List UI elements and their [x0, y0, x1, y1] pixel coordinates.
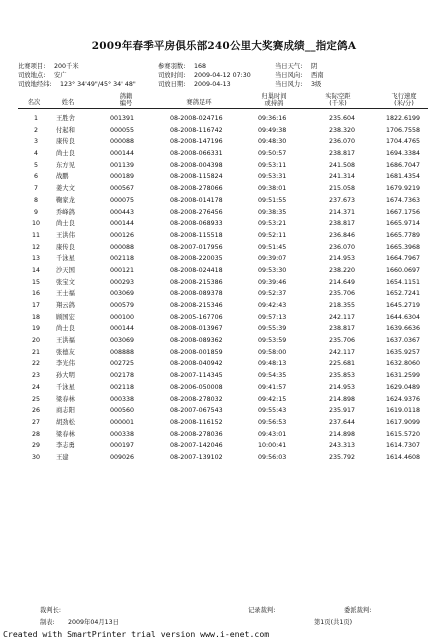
- event-label: 比赛项目:: [18, 63, 46, 70]
- cell-name: 张德友: [56, 348, 75, 356]
- cell-rank: 21: [31, 348, 40, 356]
- cell-distance: 235.706: [328, 290, 355, 298]
- table-row: [0, 242, 448, 254]
- cell-rank: 6: [33, 173, 38, 181]
- wind-dir-label: 当日风向:: [275, 72, 303, 79]
- table-row: [0, 183, 448, 195]
- release-time-label: 司放时间:: [158, 72, 186, 79]
- cell-number: 003069: [110, 337, 135, 345]
- entries-label: 参赛羽数:: [158, 63, 186, 70]
- coords-label: 司放地经纬:: [18, 81, 52, 88]
- cell-name: 商志阳: [56, 407, 75, 415]
- cell-distance: 241.508: [328, 161, 355, 169]
- cell-distance: 225.681: [328, 360, 355, 368]
- cell-ring: 08-2008-215386: [170, 278, 223, 286]
- table-row: [0, 370, 448, 382]
- cell-distance: 238.817: [328, 220, 355, 228]
- cell-time: 09:58:00: [258, 348, 287, 356]
- cell-name: 王胜舍: [56, 115, 75, 122]
- header-distance: 实际空距 (千米): [325, 93, 351, 107]
- cell-time: 09:42:15: [258, 395, 287, 403]
- cell-rank: 4: [33, 150, 38, 158]
- cell-number: 001391: [110, 115, 135, 122]
- cell-name: 战鹏: [56, 173, 69, 181]
- cell-distance: 214.953: [328, 255, 355, 263]
- cell-ring: 08-2007-114345: [170, 372, 223, 380]
- table-row: [0, 230, 448, 242]
- cell-name: 王洪福: [56, 337, 75, 345]
- cell-ring: 08-2007-017956: [170, 243, 223, 251]
- cell-distance: 236.070: [328, 243, 355, 251]
- info-col-1: [18, 61, 136, 88]
- cell-ring: 08-2005-167706: [170, 313, 223, 321]
- weather-label: 当日天气:: [275, 63, 303, 70]
- recorder-label: 记录裁判:: [248, 607, 276, 614]
- table-row: [0, 288, 448, 300]
- cell-name: 梁春林: [56, 395, 75, 403]
- cell-time: 09:43:01: [258, 430, 287, 438]
- cell-rank: 11: [31, 231, 40, 239]
- cell-number: 000197: [110, 442, 135, 450]
- cell-distance: 237.673: [328, 196, 355, 204]
- cell-number: 009026: [110, 453, 135, 461]
- cell-distance: 238.320: [328, 126, 355, 134]
- table-row: [0, 452, 448, 464]
- cell-rank: 19: [31, 325, 40, 333]
- cell-name: 张宝文: [56, 278, 75, 286]
- cell-speed: 1631.2599: [385, 372, 420, 380]
- cell-time: 09:38:01: [258, 185, 287, 193]
- cell-speed: 1645.2719: [385, 302, 420, 309]
- header-ring: 赛鸽足环: [186, 99, 212, 106]
- cell-ring: 08-2008-278036: [170, 430, 223, 438]
- cell-number: 003069: [110, 290, 135, 298]
- cell-name: 孙大明: [56, 372, 75, 380]
- cell-distance: 214.898: [328, 395, 355, 403]
- cell-name: 康传良: [56, 243, 75, 251]
- cell-distance: 235.792: [328, 453, 355, 461]
- cell-ring: 08-2007-142046: [170, 442, 223, 450]
- cell-distance: 243.313: [328, 442, 355, 450]
- cell-rank: 15: [31, 278, 40, 286]
- cell-time: 09:39:46: [258, 278, 287, 286]
- cell-ring: 08-2008-024418: [170, 266, 223, 274]
- cell-ring: 08-2006-050008: [170, 383, 223, 391]
- info-col-3: [275, 61, 324, 88]
- page-indicator: 第1页(共1页): [314, 619, 353, 626]
- cell-speed: 1694.3384: [385, 150, 420, 158]
- cell-time: 09:57:13: [258, 313, 287, 321]
- cell-time: 09:55:43: [258, 407, 287, 415]
- cell-time: 09:56:03: [258, 453, 287, 461]
- cell-rank: 27: [31, 418, 40, 426]
- cell-number: 000560: [110, 407, 135, 415]
- cell-speed: 1639.6636: [385, 325, 420, 333]
- cell-speed: 1624.9376: [385, 395, 420, 403]
- cell-speed: 1637.0367: [385, 337, 420, 345]
- cell-time: 09:36:16: [258, 115, 287, 122]
- cell-name: 沙天国: [56, 266, 75, 274]
- cell-number: 002178: [110, 372, 135, 380]
- cell-distance: 215.058: [328, 185, 355, 193]
- cell-ring: 08-2008-089378: [170, 290, 223, 298]
- cell-name: 胡劲松: [56, 418, 75, 426]
- table-row: [0, 265, 448, 277]
- cell-name: 尚士良: [56, 150, 75, 158]
- cell-number: 000100: [110, 313, 135, 321]
- cell-ring: 08-2008-115824: [170, 173, 223, 181]
- cell-distance: 238.220: [328, 266, 355, 274]
- cell-number: 000144: [110, 325, 135, 333]
- cell-name: 顾国宏: [56, 313, 75, 321]
- wind-force-label: 当日风力:: [275, 81, 303, 88]
- cell-rank: 5: [33, 161, 38, 169]
- release-place-label: 司放地点:: [18, 72, 46, 79]
- cell-speed: 1632.8060: [385, 360, 420, 368]
- page-title: 2009年春季平房俱乐部240公里大奖赛成绩__指定鸽A: [91, 40, 357, 52]
- cell-number: 000338: [110, 430, 135, 438]
- cell-rank: 3: [33, 138, 38, 146]
- table-row: [0, 382, 448, 394]
- cell-rank: 24: [31, 383, 40, 391]
- header-number: 鸽籍 编号: [119, 93, 133, 107]
- cell-number: 000443: [110, 208, 135, 216]
- results-table: [0, 113, 448, 464]
- cell-ring: 08-2008-089362: [170, 337, 223, 345]
- cell-number: 000338: [110, 395, 135, 403]
- cell-ring: 08-2008-004398: [170, 161, 223, 169]
- cell-distance: 235.917: [328, 407, 355, 415]
- cell-number: 002118: [110, 255, 135, 263]
- cell-ring: 08-2008-278032: [170, 395, 223, 403]
- cell-ring: 08-2008-001859: [170, 348, 223, 356]
- cell-name: 鞠家龙: [56, 196, 75, 204]
- coords-value: 123° 34'49"/45° 34' 48": [60, 81, 136, 88]
- cell-distance: 218.355: [328, 302, 355, 309]
- cell-time: 09:51:55: [258, 196, 287, 204]
- cell-ring: 08-2008-116742: [170, 126, 223, 134]
- table-row: [0, 136, 448, 148]
- cell-speed: 1615.5720: [385, 430, 420, 438]
- table-row: [0, 277, 448, 289]
- cell-distance: 236.070: [328, 138, 355, 146]
- header-speed: 飞行速度 (米/分): [391, 93, 417, 107]
- cell-time: 09:48:30: [258, 138, 287, 146]
- cell-rank: 8: [33, 196, 38, 204]
- cell-time: 09:52:37: [258, 290, 287, 298]
- cell-distance: 241.314: [328, 173, 355, 181]
- table-row: [0, 358, 448, 370]
- cell-speed: 1664.7967: [385, 255, 420, 263]
- cell-ring: 08-2008-024716: [170, 115, 223, 122]
- cell-distance: 214.953: [328, 383, 355, 391]
- table-row: [0, 405, 448, 417]
- cell-speed: 1667.1756: [385, 208, 420, 216]
- cell-time: 09:53:31: [258, 173, 287, 181]
- cell-time: 09:56:53: [258, 418, 287, 426]
- cell-name: 姜大文: [56, 185, 75, 193]
- cell-speed: 1654.1151: [385, 278, 420, 286]
- header-divider: [18, 108, 428, 109]
- cell-rank: 25: [31, 395, 40, 403]
- table-row: [0, 113, 448, 125]
- table-row: [0, 125, 448, 137]
- cell-rank: 17: [31, 302, 40, 309]
- cell-number: 000075: [110, 196, 135, 204]
- cell-distance: 214.371: [328, 208, 355, 216]
- cell-distance: 235.853: [328, 372, 355, 380]
- cell-number: 000001: [110, 418, 135, 426]
- cell-ring: 08-2007-067543: [170, 407, 223, 415]
- cell-distance: 214.898: [328, 430, 355, 438]
- cell-rank: 23: [31, 372, 40, 380]
- cell-time: 10:00:41: [258, 442, 287, 450]
- cell-number: 000121: [110, 266, 135, 274]
- cell-distance: 236.846: [328, 231, 355, 239]
- cell-name: 翔云鸽: [56, 302, 75, 309]
- cell-distance: 238.817: [328, 150, 355, 158]
- cell-distance: 214.649: [328, 278, 355, 286]
- cell-number: 000126: [110, 231, 135, 239]
- cell-number: 000144: [110, 220, 135, 228]
- entries-value: 168: [194, 63, 207, 70]
- cell-name: 尚士良: [56, 220, 75, 228]
- judge-head-label: 裁判长:: [40, 607, 62, 614]
- cell-speed: 1614.7307: [385, 442, 420, 450]
- cell-speed: 1660.0697: [385, 266, 420, 274]
- cell-rank: 14: [31, 266, 40, 274]
- cell-number: 000293: [110, 278, 135, 286]
- cell-rank: 13: [31, 255, 40, 263]
- cell-ring: 08-2008-014178: [170, 196, 223, 204]
- table-row: [0, 207, 448, 219]
- cell-speed: 1674.7363: [385, 196, 420, 204]
- cell-number: 001139: [110, 161, 135, 169]
- cell-rank: 1: [33, 115, 38, 122]
- cell-number: 000144: [110, 150, 135, 158]
- table-row: [0, 347, 448, 359]
- cell-rank: 7: [33, 185, 38, 193]
- cell-name: 乔峰鸽: [56, 208, 75, 216]
- cell-ring: 08-2008-068933: [170, 220, 223, 228]
- cell-time: 09:52:11: [258, 231, 287, 239]
- cell-ring: 08-2008-116152: [170, 418, 223, 426]
- cell-number: 000567: [110, 185, 135, 193]
- table-row: [0, 300, 448, 312]
- table-row: [0, 394, 448, 406]
- info-col-2: [158, 61, 251, 88]
- cell-name: 梁春林: [56, 430, 75, 438]
- cell-rank: 26: [31, 407, 40, 415]
- table-row: [0, 253, 448, 265]
- cell-time: 09:48:13: [258, 360, 287, 368]
- cell-ring: 08-2008-215346: [170, 302, 223, 309]
- wind-force-value: 3级: [311, 81, 322, 88]
- cell-time: 09:38:35: [258, 208, 287, 216]
- cell-speed: 1635.9257: [385, 348, 420, 356]
- cell-ring: 08-2008-013967: [170, 325, 223, 333]
- cell-name: 李光伟: [56, 360, 75, 368]
- cell-time: 09:53:59: [258, 337, 287, 345]
- table-row: [0, 160, 448, 172]
- cell-speed: 1629.0489: [385, 383, 420, 391]
- cell-ring: 08-2008-115518: [170, 231, 223, 239]
- cell-rank: 28: [31, 430, 40, 438]
- cell-number: 000055: [110, 126, 135, 134]
- event-value: 200千米: [54, 63, 79, 70]
- cell-ring: 08-2008-066331: [170, 150, 223, 158]
- cell-distance: 238.817: [328, 325, 355, 333]
- table-row: [0, 417, 448, 429]
- cell-speed: 1665.7789: [385, 231, 420, 239]
- validation-label: 委派裁判:: [344, 607, 372, 614]
- header-name: 姓名: [61, 99, 75, 106]
- table-row: [0, 218, 448, 230]
- cell-ring: 08-2008-147196: [170, 138, 223, 146]
- cell-time: 09:39:07: [258, 255, 287, 263]
- cell-time: 09:51:45: [258, 243, 287, 251]
- cell-rank: 16: [31, 290, 40, 298]
- cell-ring: 08-2007-139102: [170, 453, 223, 461]
- made-date: 2009年04月13日: [68, 619, 119, 626]
- table-row: [0, 312, 448, 324]
- cell-time: 09:42:43: [258, 302, 287, 309]
- cell-name: 王建: [56, 453, 69, 461]
- table-row: [0, 335, 448, 347]
- table-row: [0, 195, 448, 207]
- release-place-value: 安广: [54, 72, 67, 79]
- cell-ring: 08-2008-276456: [170, 208, 223, 216]
- cell-ring: 08-2008-220035: [170, 255, 223, 263]
- cell-time: 09:50:57: [258, 150, 287, 158]
- cell-name: 康传良: [56, 138, 75, 146]
- cell-rank: 29: [31, 442, 40, 450]
- cell-name: 付起和: [56, 126, 75, 134]
- cell-speed: 1617.9099: [385, 418, 420, 426]
- cell-rank: 22: [31, 360, 40, 368]
- cell-speed: 1822.6199: [385, 115, 420, 122]
- cell-rank: 12: [31, 243, 40, 251]
- cell-number: 008888: [110, 348, 135, 356]
- cell-speed: 1686.7047: [385, 161, 420, 169]
- cell-number: 002118: [110, 383, 135, 391]
- cell-number: 000579: [110, 302, 135, 309]
- cell-ring: 08-2008-040942: [170, 360, 223, 368]
- cell-name: 王士福: [56, 290, 75, 298]
- cell-speed: 1665.9714: [385, 220, 420, 228]
- cell-number: 000189: [110, 173, 135, 181]
- cell-time: 09:53:11: [258, 161, 287, 169]
- header-time: 归巢时间 或持鸽: [261, 93, 287, 107]
- weather-value: 阴: [311, 63, 318, 70]
- table-row: [0, 440, 448, 452]
- table-row: [0, 429, 448, 441]
- release-date-label: 司放日期:: [158, 81, 186, 88]
- cell-number: 002725: [110, 360, 135, 368]
- cell-time: 09:41:57: [258, 383, 287, 391]
- wind-dir-value: 西南: [311, 72, 324, 79]
- cell-rank: 20: [31, 337, 40, 345]
- cell-ring: 08-2008-278066: [170, 185, 223, 193]
- release-time-value: 2009-04-12 07:30: [194, 72, 251, 79]
- cell-distance: 242.117: [328, 348, 355, 356]
- cell-speed: 1681.4354: [385, 173, 420, 181]
- cell-name: 东方见: [56, 161, 75, 169]
- cell-distance: 235.604: [328, 115, 355, 122]
- cell-rank: 2: [33, 126, 38, 134]
- made-label: 制表:: [40, 619, 55, 626]
- cell-speed: 1704.4765: [385, 138, 420, 146]
- cell-name: 王洪伟: [56, 231, 75, 239]
- cell-speed: 1619.0118: [385, 407, 420, 415]
- cell-distance: 242.117: [328, 313, 355, 321]
- table-row: [0, 323, 448, 335]
- release-date-value: 2009-04-13: [194, 81, 231, 88]
- cell-speed: 1706.7558: [385, 126, 420, 134]
- cell-number: 000088: [110, 138, 135, 146]
- cell-speed: 1679.9219: [385, 185, 420, 193]
- table-row: [0, 171, 448, 183]
- cell-time: 09:54:35: [258, 372, 287, 380]
- cell-rank: 30: [31, 453, 40, 461]
- cell-distance: 237.644: [328, 418, 355, 426]
- cell-number: 000088: [110, 243, 135, 251]
- cell-time: 09:49:38: [258, 126, 287, 134]
- cell-speed: 1665.3968: [385, 243, 420, 251]
- table-row: [0, 148, 448, 160]
- cell-name: 尚士良: [56, 325, 75, 333]
- cell-name: 千泳星: [56, 255, 75, 263]
- header-rank: 名次: [27, 99, 41, 106]
- cell-rank: 9: [33, 208, 38, 216]
- cell-speed: 1644.6304: [385, 313, 420, 321]
- cell-time: 09:55:39: [258, 325, 287, 333]
- watermark-credit: Created with SmartPrinter trial version www.i-enet.com: [3, 629, 270, 639]
- cell-distance: 235.706: [328, 337, 355, 345]
- cell-speed: 1614.4608: [385, 453, 420, 461]
- cell-rank: 10: [31, 220, 40, 228]
- cell-time: 09:53:30: [258, 266, 287, 274]
- cell-rank: 18: [31, 313, 40, 321]
- cell-speed: 1652.7241: [385, 290, 420, 298]
- cell-time: 09:53:21: [258, 220, 287, 228]
- cell-name: 李志勇: [56, 442, 75, 450]
- cell-name: 千泳星: [56, 383, 75, 391]
